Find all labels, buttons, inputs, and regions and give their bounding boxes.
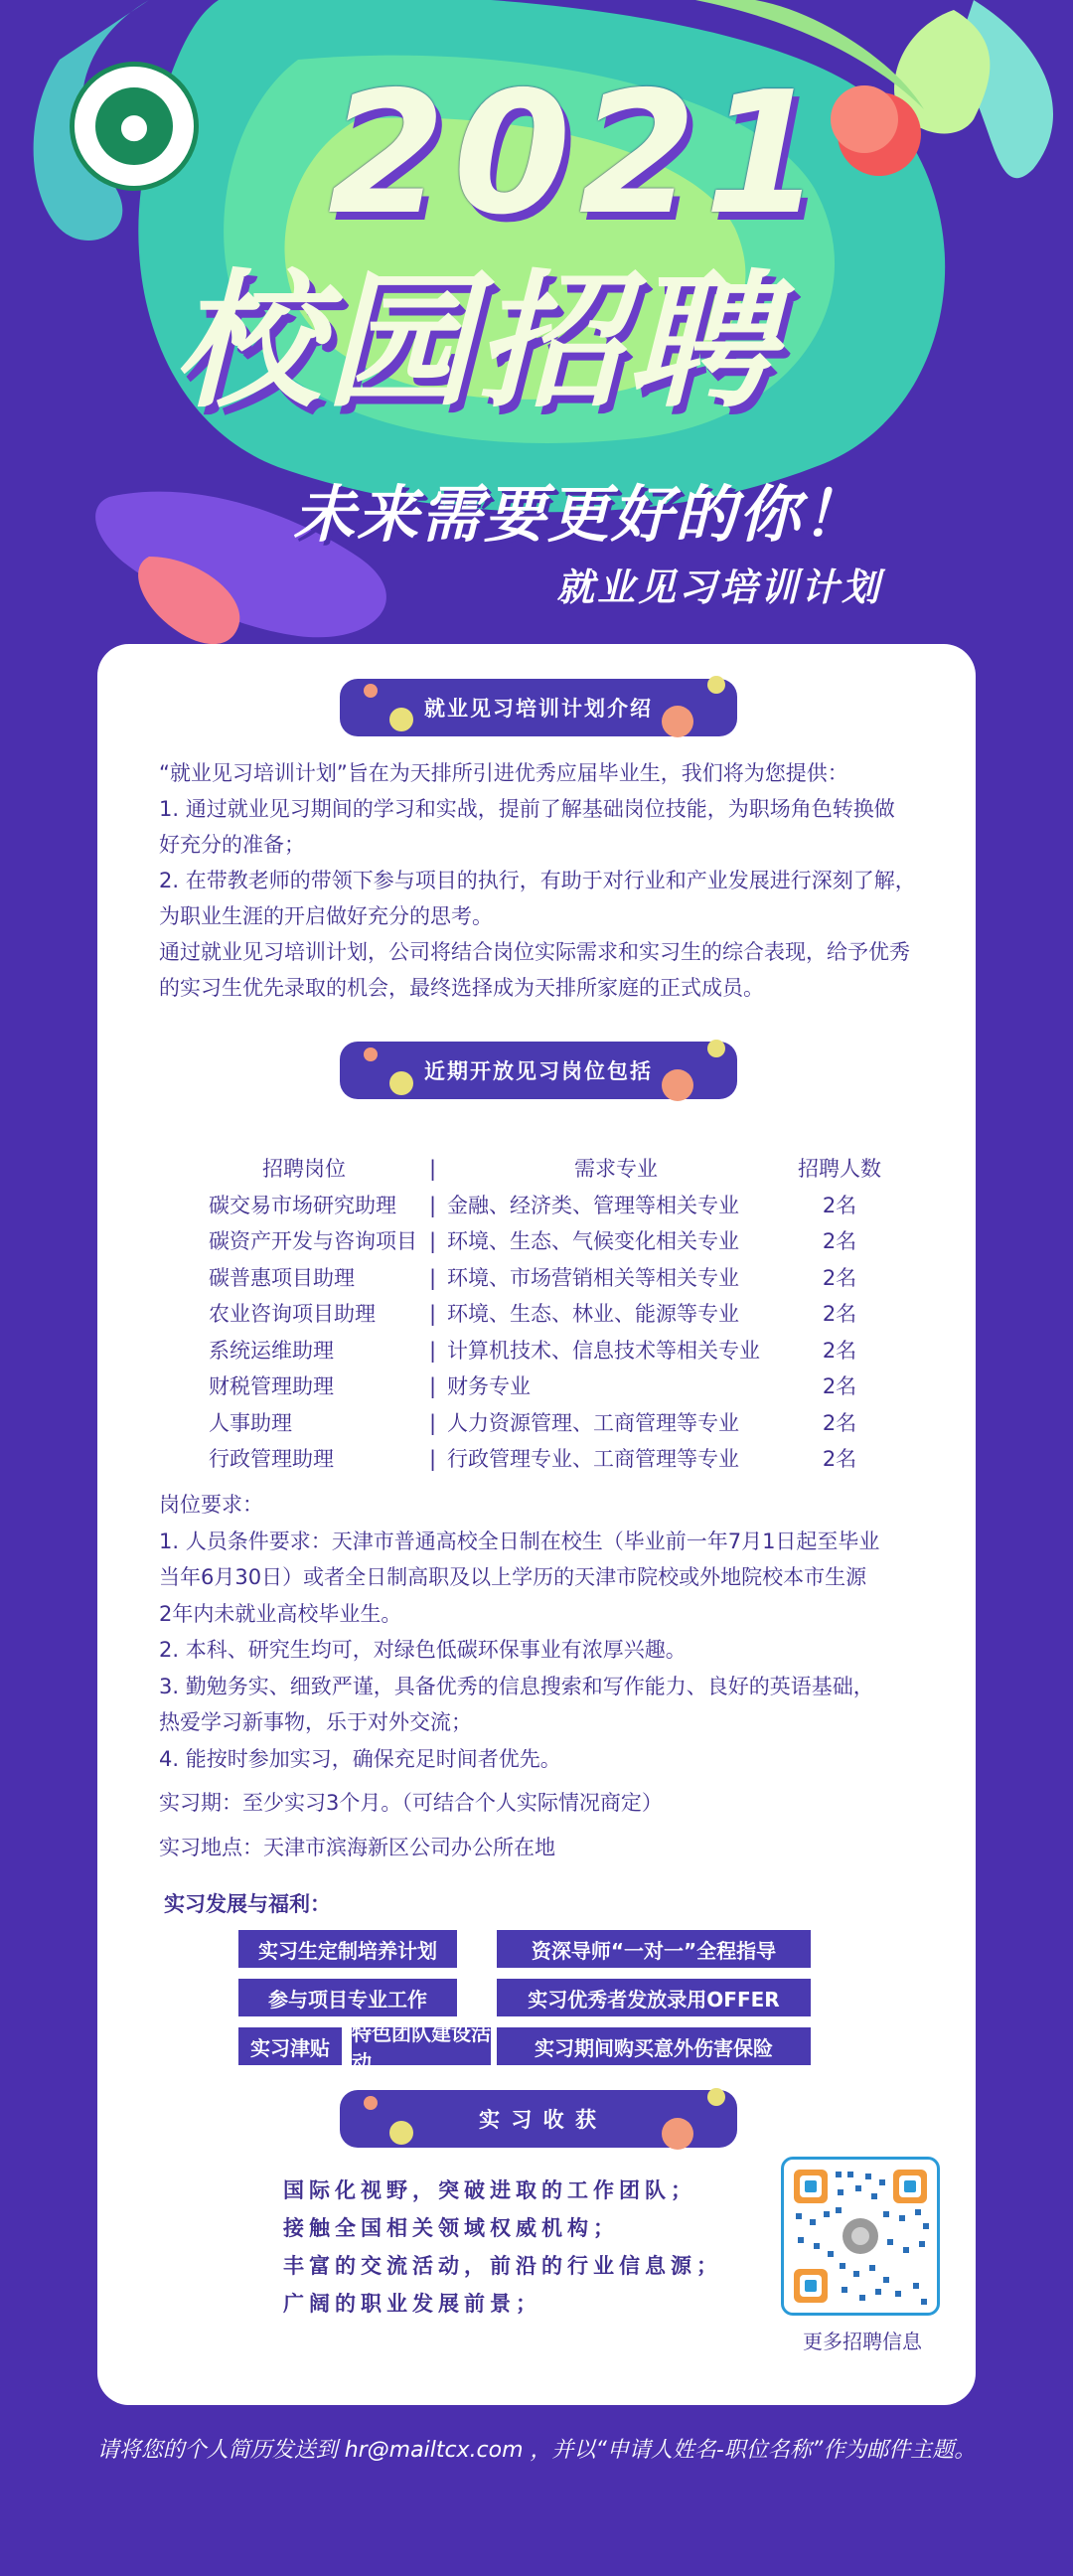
slogan: 未来需要更好的你！ [293, 478, 866, 551]
requirements-line: 2年内未就业高校毕业生。 [159, 1601, 402, 1626]
deco-dot [364, 684, 378, 698]
intro-line: 通过就业见习培训计划，公司将结合岗位实际需求和实习生的综合表现，给予优秀 [159, 940, 910, 964]
major-cell: 金融、经济类、管理等相关专业 [447, 1193, 739, 1217]
benefit-tag: 实习期间购买意外伤害保险 [497, 2027, 811, 2065]
gains-pill: 实 习 收 获 [340, 2090, 737, 2148]
header-count: 招聘人数 [798, 1157, 881, 1181]
requirements-line: 3. 勤勉务实、细致严谨，具备优秀的信息搜索和写作能力、良好的英语基础， [159, 1674, 874, 1698]
post-cell: 碳交易市场研究助理 [209, 1193, 396, 1217]
intro-line: 的实习生优先录取的机会，最终选择成为天排所家庭的正式成员。 [159, 976, 764, 1000]
headline-title: 校园招聘 [174, 256, 778, 427]
gains-line: 国际化视野，突破进取的工作团队； [283, 2178, 696, 2202]
requirements-line: 当年6月30日）或者全日制高职及以上学历的天津市院校或外地院校本市生源 [159, 1565, 867, 1589]
table-header [179, 1151, 894, 1188]
major-cell: 环境、生态、气候变化相关专业 [447, 1229, 739, 1253]
table-row [179, 1333, 894, 1369]
major-cell: 环境、市场营销相关等相关专业 [447, 1265, 739, 1290]
requirements-line: 2. 本科、研究生均可，对绿色低碳环保事业有浓厚兴趣。 [159, 1638, 687, 1662]
positions-pill: 近期开放见习岗位包括 [340, 1042, 737, 1099]
major-cell: 计算机技术、信息技术等相关专业 [447, 1338, 760, 1363]
deco-dot [364, 1047, 378, 1061]
post-cell: 农业咨询项目助理 [209, 1302, 376, 1326]
deco-dot [662, 706, 693, 737]
benefit-tag: 实习津贴 [238, 2027, 342, 2065]
deco-dot [662, 1069, 693, 1101]
count-cell: 2名 [822, 1193, 857, 1217]
positions-table [179, 1151, 894, 1478]
sep-cell: | [429, 1229, 437, 1253]
count-cell: 2名 [822, 1410, 857, 1435]
qr-caption: 更多招聘信息 [803, 2330, 922, 2353]
post-cell: 行政管理助理 [209, 1447, 334, 1471]
sep-cell: | [429, 1374, 437, 1398]
company-logo [70, 62, 199, 191]
year-title: 2021 [328, 56, 831, 252]
table-row [179, 1441, 894, 1478]
deco-dot [389, 708, 413, 731]
benefit-tag: 参与项目专业工作 [238, 1979, 457, 2016]
deco-dot [389, 2121, 413, 2145]
count-cell: 2名 [822, 1265, 857, 1290]
major-cell: 行政管理专业、工商管理等专业 [447, 1447, 739, 1471]
table-row [179, 1405, 894, 1442]
intro-text [159, 755, 954, 1006]
hero-banner [0, 0, 1073, 676]
header-sep: | [429, 1157, 437, 1181]
count-cell: 2名 [822, 1302, 857, 1326]
post-cell: 人事助理 [209, 1410, 292, 1435]
table-row [179, 1260, 894, 1297]
table-row [179, 1296, 894, 1333]
count-cell: 2名 [822, 1229, 857, 1253]
deco-dot [389, 1071, 413, 1095]
major-cell: 环境、生态、林业、能源等专业 [447, 1302, 739, 1326]
benefit-tag: 资深导师“一对一”全程指导 [497, 1930, 811, 1968]
sep-cell: | [429, 1193, 437, 1217]
footer-text: 请将您的个人简历发送到 hr@mailtcx.com ，并以“申请人姓名-职位名称”作为邮件主题。 [96, 2438, 977, 2463]
deco-dot [364, 2096, 378, 2110]
post-cell: 系统运维助理 [209, 1338, 334, 1363]
intro-line: “就业见习培训计划”旨在为天排所引进优秀应届毕业生，我们将为您提供： [159, 761, 848, 785]
major-cell: 财务专业 [447, 1374, 531, 1398]
intro-line: 为职业生涯的开启做好充分的思考。 [159, 904, 493, 928]
major-cell: 人力资源管理、工商管理等专业 [447, 1410, 739, 1435]
benefit-tag: 实习生定制培养计划 [238, 1930, 457, 1968]
gains-line: 广阔的职业发展前景； [283, 2292, 541, 2316]
requirements-line: 岗位要求： [159, 1493, 263, 1517]
requirements-line: 实习期：至少实习3个月。（可结合个人实际情况商定） [159, 1791, 663, 1815]
table-row [179, 1223, 894, 1260]
post-cell: 财税管理助理 [209, 1374, 334, 1398]
sep-cell: | [429, 1338, 437, 1363]
gains-line: 丰富的交流活动，前沿的行业信息源； [283, 2254, 722, 2278]
benefit-tag: 实习优秀者发放录用OFFER [497, 1979, 811, 2016]
requirements-line: 4. 能按时参加实习，确保充足时间者优先。 [159, 1746, 561, 1771]
deco-dot [707, 2088, 725, 2106]
header-major: 需求专业 [574, 1157, 658, 1181]
header-post: 招聘岗位 [262, 1157, 346, 1181]
deco-dot [707, 676, 725, 694]
requirements-line: 1. 人员条件要求：天津市普通高校全日制在校生（毕业前一年7月1日起至毕业 [159, 1529, 880, 1553]
table-row [179, 1188, 894, 1224]
post-cell: 碳资产开发与咨询项目 [209, 1229, 417, 1253]
sep-cell: | [429, 1265, 437, 1290]
gains-line: 接触全国相关领域权威机构； [283, 2216, 619, 2240]
benefit-tag: 特色团队建设活动 [352, 2021, 491, 2074]
qr-pattern [784, 2160, 937, 2313]
intro-line: 1. 通过就业见习期间的学习和实战，提前了解基础岗位技能，为职场角色转换做 [159, 797, 895, 821]
qr-code-icon[interactable] [781, 2157, 940, 2316]
intro-pill: 就业见习培训计划介绍 [340, 679, 737, 736]
plan-subtitle: 就业见习培训计划 [556, 565, 883, 609]
intro-line: 好充分的准备； [159, 833, 305, 857]
sep-cell: | [429, 1447, 437, 1471]
count-cell: 2名 [822, 1374, 857, 1398]
globe-icon: ● [95, 87, 173, 165]
post-cell: 碳普惠项目助理 [209, 1265, 355, 1290]
sep-cell: | [429, 1302, 437, 1326]
count-cell: 2名 [822, 1338, 857, 1363]
deco-dot [662, 2118, 693, 2150]
count-cell: 2名 [822, 1447, 857, 1471]
requirements-line: 实习地点：天津市滨海新区公司办公所在地 [159, 1835, 555, 1859]
deco-dot [707, 1040, 725, 1057]
gains-list [283, 2172, 722, 2323]
table-row [179, 1368, 894, 1405]
benefits-heading: 实习发展与福利： [164, 1892, 331, 1916]
requirements-line: 热爱学习新事物，乐于对外交流； [159, 1710, 472, 1734]
requirements-text [159, 1487, 954, 1865]
sep-cell: | [429, 1410, 437, 1435]
intro-line: 2. 在带教老师的带领下参与项目的执行，有助于对行业和产业发展进行深刻了解， [159, 869, 916, 892]
